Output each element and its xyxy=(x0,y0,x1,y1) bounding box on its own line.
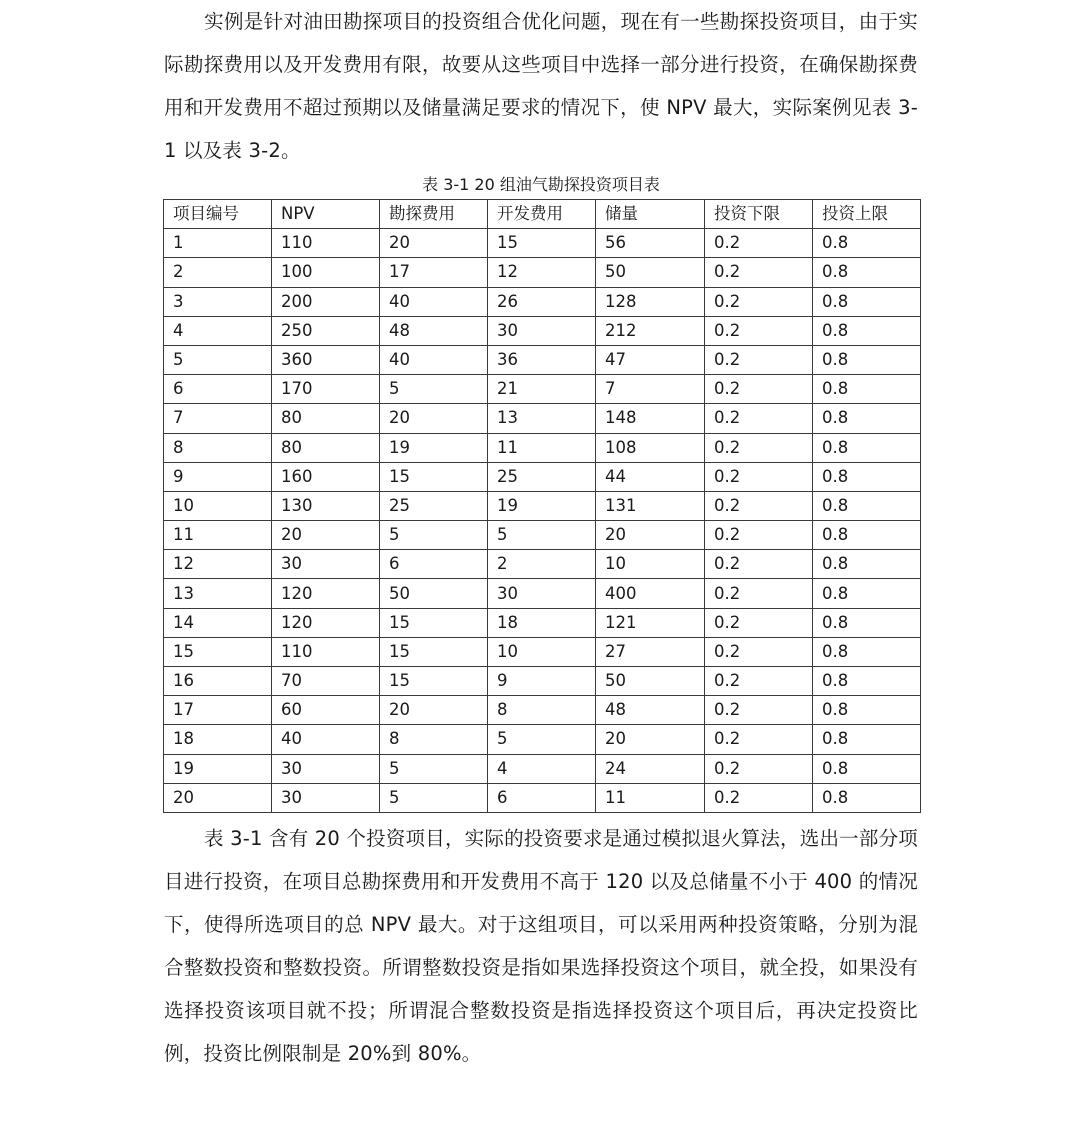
table-cell: 0.2 xyxy=(705,287,813,316)
table-cell: 40 xyxy=(380,287,488,316)
table-cell: 10 xyxy=(164,491,272,520)
table-row xyxy=(164,375,921,404)
table-cell: 0.8 xyxy=(813,258,921,287)
table-cell: 0.8 xyxy=(813,754,921,783)
table-cell: 0.2 xyxy=(705,229,813,258)
table-row xyxy=(164,725,921,754)
table-cell: 0.8 xyxy=(813,725,921,754)
table-row xyxy=(164,345,921,374)
table-cell: 10 xyxy=(488,637,596,666)
table-row xyxy=(164,696,921,725)
table-row xyxy=(164,521,921,550)
table-cell: 5 xyxy=(380,783,488,812)
table-row xyxy=(164,258,921,287)
table-cell: 20 xyxy=(380,229,488,258)
table-cell: 120 xyxy=(272,579,380,608)
table-cell: 0.2 xyxy=(705,637,813,666)
table-cell: 0.2 xyxy=(705,316,813,345)
table-cell: 14 xyxy=(164,608,272,637)
table-header-row xyxy=(164,200,921,229)
table-cell: 0.2 xyxy=(705,667,813,696)
column-header: 勘探费用 xyxy=(380,200,488,229)
table-cell: 0.8 xyxy=(813,404,921,433)
table-cell: 0.8 xyxy=(813,375,921,404)
table-cell: 250 xyxy=(272,316,380,345)
table-cell: 80 xyxy=(272,404,380,433)
table-cell: 2 xyxy=(488,550,596,579)
table-cell: 11 xyxy=(488,433,596,462)
table-cell: 200 xyxy=(272,287,380,316)
table-cell: 8 xyxy=(488,696,596,725)
investment-projects-table xyxy=(163,199,921,813)
table-cell: 56 xyxy=(596,229,705,258)
table-cell: 48 xyxy=(380,316,488,345)
table-cell: 15 xyxy=(164,637,272,666)
table-cell: 0.2 xyxy=(705,783,813,812)
table-cell: 50 xyxy=(380,579,488,608)
table-cell: 7 xyxy=(596,375,705,404)
table-row xyxy=(164,404,921,433)
table-cell: 0.8 xyxy=(813,667,921,696)
table-cell: 24 xyxy=(596,754,705,783)
table-cell: 15 xyxy=(380,462,488,491)
table-row xyxy=(164,462,921,491)
table-cell: 6 xyxy=(380,550,488,579)
table-cell: 25 xyxy=(488,462,596,491)
intro-rest: 由于实际勘探费用以及开发费用有限，故要从这些项目中选择一部分进行投资，在确保勘探费用和开发费用不超过预期以及储量满足要求的情况下，使 NPV 最大，实际案例见表 3-1 以及表 3-2。 xyxy=(164,10,918,162)
table-row xyxy=(164,667,921,696)
table-row xyxy=(164,316,921,345)
table-cell: 27 xyxy=(596,637,705,666)
table-cell: 26 xyxy=(488,287,596,316)
table-row xyxy=(164,754,921,783)
table-row xyxy=(164,637,921,666)
table-cell: 0.2 xyxy=(705,375,813,404)
table-cell: 0.8 xyxy=(813,608,921,637)
table-cell: 40 xyxy=(380,345,488,374)
table-cell: 18 xyxy=(164,725,272,754)
table-cell: 60 xyxy=(272,696,380,725)
explanation-paragraph xyxy=(164,817,918,1075)
table-cell: 212 xyxy=(596,316,705,345)
table-cell: 0.8 xyxy=(813,521,921,550)
table-cell: 0.8 xyxy=(813,491,921,520)
table-cell: 36 xyxy=(488,345,596,374)
table-cell: 128 xyxy=(596,287,705,316)
table-cell: 0.8 xyxy=(813,462,921,491)
table-cell: 15 xyxy=(488,229,596,258)
table-cell: 20 xyxy=(272,521,380,550)
table-cell: 8 xyxy=(380,725,488,754)
table-cell: 20 xyxy=(596,725,705,754)
intro-line-1: 实例是针对油田勘探项目的投资组合优化问题，现在有一些勘探投资项目， xyxy=(204,10,859,33)
table-cell: 19 xyxy=(488,491,596,520)
table-cell: 30 xyxy=(272,754,380,783)
table-cell: 130 xyxy=(272,491,380,520)
table-row xyxy=(164,550,921,579)
table-cell: 0.8 xyxy=(813,783,921,812)
table-cell: 25 xyxy=(380,491,488,520)
table-cell: 110 xyxy=(272,637,380,666)
table-cell: 0.2 xyxy=(705,696,813,725)
table-cell: 0.8 xyxy=(813,433,921,462)
table-cell: 0.8 xyxy=(813,637,921,666)
table-cell: 0.2 xyxy=(705,579,813,608)
table-cell: 17 xyxy=(164,696,272,725)
table-cell: 0.2 xyxy=(705,404,813,433)
table-cell: 20 xyxy=(380,404,488,433)
table-cell: 121 xyxy=(596,608,705,637)
table-cell: 80 xyxy=(272,433,380,462)
table-cell: 40 xyxy=(272,725,380,754)
table-cell: 108 xyxy=(596,433,705,462)
table-cell: 0.8 xyxy=(813,696,921,725)
table-cell: 19 xyxy=(164,754,272,783)
table-cell: 47 xyxy=(596,345,705,374)
table-cell: 160 xyxy=(272,462,380,491)
table-cell: 0.2 xyxy=(705,491,813,520)
table-row xyxy=(164,608,921,637)
table-cell: 11 xyxy=(596,783,705,812)
table-cell: 110 xyxy=(272,229,380,258)
table-cell: 13 xyxy=(488,404,596,433)
table-cell: 30 xyxy=(272,550,380,579)
table-body xyxy=(164,229,921,813)
table-cell: 30 xyxy=(488,579,596,608)
table-cell: 12 xyxy=(488,258,596,287)
table-cell: 13 xyxy=(164,579,272,608)
column-header: 项目编号 xyxy=(164,200,272,229)
table-cell: 0.2 xyxy=(705,550,813,579)
table-cell: 5 xyxy=(380,754,488,783)
table-cell: 8 xyxy=(164,433,272,462)
table-cell: 50 xyxy=(596,258,705,287)
table-cell: 10 xyxy=(596,550,705,579)
table-cell: 400 xyxy=(596,579,705,608)
table-cell: 0.2 xyxy=(705,258,813,287)
table-row xyxy=(164,229,921,258)
table-row xyxy=(164,287,921,316)
explanation-text: 表 3-1 含有 20 个投资项目，实际的投资要求是通过模拟退火算法，选出一部分项目进行投资，在项目总勘探费用和开发费用不高于 120 以及总储量不小于 400 的情况下，使得所选项目的总 NPV 最大。对于这组项目，可以采用两种投资策略，分别为混合整数投资和整数投资。所谓整数投资是指如果选择投资这个项目，就全投，如果没有选择投资该项目就不投；所谓混合整数投资是指选择投资这个项目后，再决定投资比例，投资比例限制是 20%到 80%。 xyxy=(164,827,918,1065)
table-cell: 16 xyxy=(164,667,272,696)
table-cell: 3 xyxy=(164,287,272,316)
table-cell: 44 xyxy=(596,462,705,491)
column-header: 投资下限 xyxy=(705,200,813,229)
table-cell: 0.2 xyxy=(705,608,813,637)
table-cell: 0.2 xyxy=(705,345,813,374)
column-header: NPV xyxy=(272,200,380,229)
table-cell: 6 xyxy=(488,783,596,812)
table-cell: 148 xyxy=(596,404,705,433)
table-cell: 0.2 xyxy=(705,754,813,783)
table-cell: 0.8 xyxy=(813,345,921,374)
table-cell: 5 xyxy=(488,725,596,754)
table-cell: 30 xyxy=(488,316,596,345)
table-cell: 170 xyxy=(272,375,380,404)
column-header: 储量 xyxy=(596,200,705,229)
table-row xyxy=(164,433,921,462)
table-cell: 2 xyxy=(164,258,272,287)
table-cell: 0.8 xyxy=(813,229,921,258)
table-cell: 50 xyxy=(596,667,705,696)
table-cell: 0.8 xyxy=(813,579,921,608)
table-cell: 5 xyxy=(380,375,488,404)
table-cell: 0.2 xyxy=(705,433,813,462)
table-cell: 15 xyxy=(380,637,488,666)
table-cell: 20 xyxy=(164,783,272,812)
table-cell: 20 xyxy=(596,521,705,550)
table-cell: 5 xyxy=(380,521,488,550)
table-cell: 4 xyxy=(164,316,272,345)
table-cell: 5 xyxy=(164,345,272,374)
table-cell: 6 xyxy=(164,375,272,404)
table-cell: 17 xyxy=(380,258,488,287)
table-row xyxy=(164,579,921,608)
table-cell: 5 xyxy=(488,521,596,550)
column-header: 开发费用 xyxy=(488,200,596,229)
table-cell: 20 xyxy=(380,696,488,725)
table-cell: 360 xyxy=(272,345,380,374)
table-cell: 70 xyxy=(272,667,380,696)
table-cell: 48 xyxy=(596,696,705,725)
table-cell: 1 xyxy=(164,229,272,258)
table-cell: 0.2 xyxy=(705,521,813,550)
table-cell: 100 xyxy=(272,258,380,287)
table-cell: 0.2 xyxy=(705,725,813,754)
table-cell: 19 xyxy=(380,433,488,462)
table-cell: 4 xyxy=(488,754,596,783)
table-cell: 18 xyxy=(488,608,596,637)
column-header: 投资上限 xyxy=(813,200,921,229)
table-cell: 11 xyxy=(164,521,272,550)
table-cell: 120 xyxy=(272,608,380,637)
table-cell: 15 xyxy=(380,667,488,696)
table-cell: 21 xyxy=(488,375,596,404)
table-cell: 0.2 xyxy=(705,462,813,491)
table-cell: 15 xyxy=(380,608,488,637)
table-cell: 131 xyxy=(596,491,705,520)
table-cell: 30 xyxy=(272,783,380,812)
table-cell: 0.8 xyxy=(813,550,921,579)
table-cell: 7 xyxy=(164,404,272,433)
table-row xyxy=(164,783,921,812)
table-cell: 12 xyxy=(164,550,272,579)
table-row xyxy=(164,491,921,520)
table-cell: 9 xyxy=(164,462,272,491)
table-cell: 9 xyxy=(488,667,596,696)
table-cell: 0.8 xyxy=(813,316,921,345)
table-caption: 表 3-1 20 组油气勘探投资项目表 xyxy=(422,175,660,194)
intro-paragraph xyxy=(164,0,918,172)
table-cell: 0.8 xyxy=(813,287,921,316)
